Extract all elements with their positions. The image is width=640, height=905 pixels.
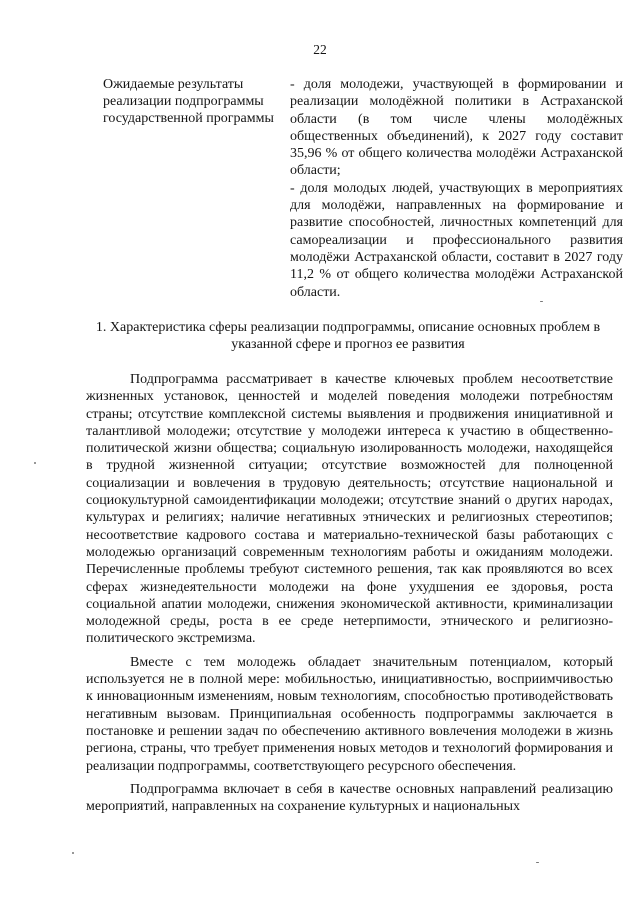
expected-results-text [290, 76, 623, 301]
expected-results-label: Ожидаемые результаты реализации подпрограммы государственной программы [103, 77, 274, 126]
scan-speck [72, 852, 74, 854]
scan-speck [34, 462, 36, 464]
result-item: - доля молодых людей, участвующих в мероприятиях для молодёжи, направленных на формирование и развитие способностей, личностных компетенций для самореализации и профессионального развития молодёжи Астраханской области, составит в 2027 году 11,2 % от общего количества молодёжи Астраханской области. [290, 180, 623, 300]
section-body [86, 371, 613, 821]
scan-speck [540, 301, 543, 302]
scan-speck [536, 862, 539, 863]
body-paragraph: Подпрограмма рассматривает в качестве ключевых проблем несоответствие жизненных установок, ценностей и моделей поведения молодежи потребностям страны; отсутствие комплексной системы выявления и продвижения инициативной и талантливой молодежи; отсутствие у молодежи интереса к участию в общественно-политической жизни общества; социальную изолированность молодежи, находящейся в трудной жизненной ситуации; отсутствие возможностей для полноценной социализации и вовлечения в трудовую деятельность; отсутствие национальной и социокультурной самоидентификации молодежи; отсутствие знаний о других народах, культурах и религиях; наличие негативных этнических и религиозных стереотипов; несоответствие кадрового состава и материально-технической базы работающих с молодежью организаций современным технологиям работы и ожиданиям молодежи. Перечисленные проблемы требуют системного решения, так как проявляются во всех сферах жизнедеятельности молодежи на фоне ухудшения ее здоровья, роста социальной апатии молодежи, снижения экономической активности, криминализации молодежной среды, роста в ее среде нетерпимости, этнического и религиозно-политического экстремизма. [86, 372, 613, 647]
result-item: - доля молодежи, участвующей в формировании и реализации молодёжной политики в Астраханской области (в том числе члены молодёжных общественных объединений), к 2027 году составит 35,96 % от общего количества молодёжи Астраханской области; [290, 77, 623, 179]
body-paragraph: Вместе с тем молодежь обладает значительным потенциалом, который используется не в полной мере: мобильностью, инициативностью, восприимчивостью к инновационным изменениям, новым технологиям, способностью противодействовать негативным вызовам. Принципиальная особенность подпрограммы заключается в постановке и решении задач по обеспечению активного вовлечения молодежи в жизнь региона, страны, что требует применения новых методов и технологий формирования и реализации подпрограммы, соответствующего ресурсного обеспечения. [86, 654, 613, 774]
body-paragraph: Подпрограмма включает в себя в качестве основных направлений реализацию мероприятий, направленных на сохранение культурных и национальных [86, 781, 613, 815]
section-heading: 1. Характеристика сферы реализации подпрограммы, описание основных проблем в указанной сфере и прогноз ее развития [95, 320, 601, 352]
page-number: 22 [313, 42, 327, 57]
